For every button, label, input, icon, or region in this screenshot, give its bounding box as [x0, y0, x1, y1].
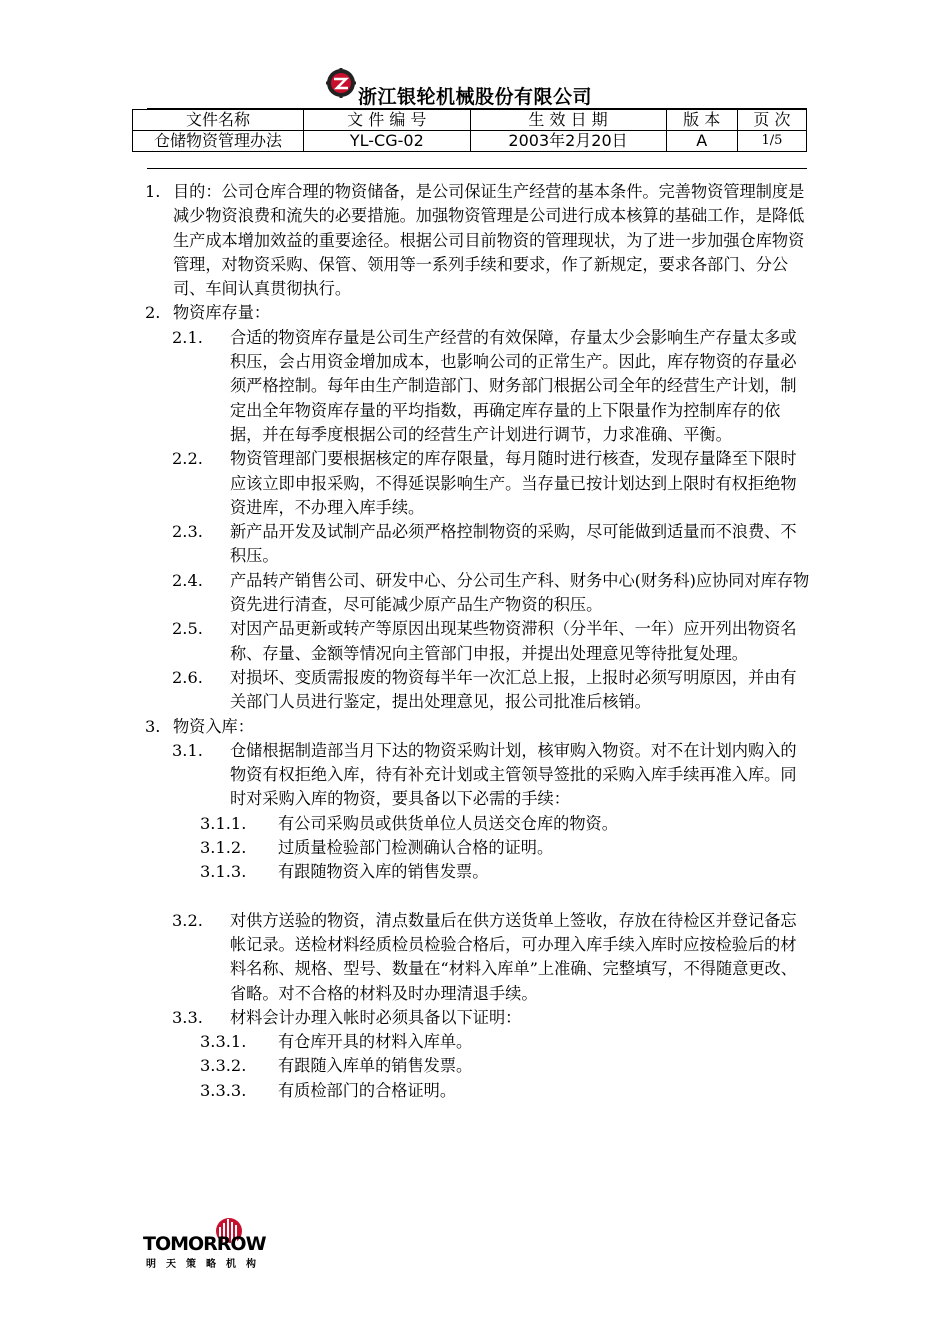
info-value-row: [133, 131, 807, 152]
info-header-row: [133, 110, 807, 131]
item-number: 3.1.1.: [200, 813, 247, 833]
clause-2-4: [0, 569, 810, 618]
section-text: 物资库存量：: [173, 303, 271, 323]
item-number: 3.1.3.: [200, 862, 247, 882]
company-name: 浙江银轮机械股份有限公司: [358, 86, 593, 108]
clause-number: 3.3.: [172, 1007, 203, 1027]
col-page: 页 次: [737, 110, 806, 131]
clause-number: 2.6.: [172, 667, 203, 687]
item-3-1-1: [0, 812, 810, 836]
clause-text: 仓储根据制造部当月下达的物资采购计划，核审购入物资。对不在计划内购入的物资有权拒绝入库，待有补充计划或主管领导签批的采购入库手续再准入库。同时对采购入库的物资，要具备以下必需的手续：: [230, 740, 797, 809]
item-text: 有仓库开具的材料入库单。: [278, 1032, 473, 1052]
item-text: 有跟随入库单的销售发票。: [278, 1056, 473, 1076]
section-number: 2.: [145, 303, 161, 323]
document-body: [0, 180, 950, 1103]
item-3-3-2: [0, 1054, 810, 1078]
header-rule-bottom: [147, 168, 807, 169]
clause-2-1: [0, 326, 810, 447]
section-3: [0, 715, 810, 739]
item-3-1-3: [0, 860, 810, 884]
item-3-3-3: [0, 1079, 810, 1103]
version-value: A: [666, 131, 737, 152]
item-text: 有公司采购员或供货单位人员送交仓库的物资。: [278, 813, 618, 833]
section-number: 1.: [145, 182, 161, 201]
col-doc-name: 文件名称: [133, 110, 304, 131]
clause-text: 合适的物资库存量是公司生产经营的有效保障，存量太少会影响生产存量太多或积压，会占用资金增加成本，也影响公司的正常生产。因此，库存物资的存量必须严格控制。每年由生产制造部门、财务部门根据公司全年的经营生产计划，制定出全年物资库存量的平均指数，再确定库存量的上下限量作为控制库存的依据，并在每季度根据公司的经营生产计划进行调节，力求准确、平衡。: [230, 327, 797, 444]
item-number: 3.3.2.: [200, 1056, 247, 1076]
brand-name: TOMORROW: [143, 1233, 266, 1255]
clause-2-2: [0, 447, 810, 520]
clause-number: 2.3.: [172, 522, 203, 542]
clause-3-1: [0, 739, 810, 812]
clause-text: 新产品开发及试制产品必须严格控制物资的采购，尽可能做到适量而不浪费、不积压。: [230, 522, 797, 566]
item-3-3-1: [0, 1030, 810, 1054]
section-number: 3.: [145, 716, 161, 736]
clause-text: 对损坏、变质需报废的物资每半年一次汇总上报，上报时必须写明原因，并由有关部门人员进行鉴定，提出处理意见，报公司批准后核销。: [230, 667, 797, 712]
clause-number: 2.4.: [172, 570, 203, 590]
col-version: 版 本: [666, 110, 737, 131]
clause-number: 2.1.: [172, 327, 203, 347]
clause-2-5: [0, 617, 810, 666]
doc-name-value: 仓储物资管理办法: [133, 131, 304, 152]
page-value: 1/5: [737, 131, 806, 152]
brand-subtitle: 明天策略机构: [146, 1259, 266, 1270]
tomorrow-logo: [143, 1215, 303, 1270]
item-text: 有质检部门的合格证明。: [278, 1080, 457, 1100]
clause-number: 2.5.: [172, 619, 203, 639]
clause-2-3: [0, 520, 810, 569]
clause-2-6: [0, 666, 810, 715]
spacer: [0, 885, 950, 909]
col-effective-date: 生 效 日 期: [470, 110, 666, 131]
item-number: 3.3.1.: [200, 1032, 247, 1052]
section-1: [0, 180, 810, 301]
clause-text: 对供方送验的物资，清点数量后在供方送货单上签收，存放在待检区并登记备忘帐记录。送检材料经质检员检验合格后，可办理入库手续入库时应按检验后的材料名称、规格、型号、数量在“材料入库单”上准确、完整填写，不得随意更改、省略。对不合格的材料及时办理清退手续。: [230, 910, 797, 1003]
clause-text: 对因产品更新或转产等原因出现某些物资滞积（分半年、一年）应开列出物资名称、存量、金额等情况向主管部门申报，并提出处理意见等待批复处理。: [230, 619, 797, 663]
section-2: [0, 301, 810, 325]
clause-3-3: [0, 1006, 810, 1030]
clause-3-2: [0, 909, 810, 1006]
item-text: 过质量检验部门检测确认合格的证明。: [278, 838, 554, 858]
clause-text: 材料会计办理入帐时必须具备以下证明：: [230, 1007, 522, 1027]
company-logo-icon: [326, 68, 356, 98]
clause-text: 产品转产销售公司、研发中心、分公司生产科、财务中心(财务科)应协同对库存物资先进行清查，尽可能减少原产品生产物资的积压。: [230, 570, 810, 615]
item-3-1-2: [0, 836, 810, 860]
clause-number: 2.2.: [172, 449, 203, 469]
document-info-table: [132, 109, 807, 152]
section-text: 目的：公司仓库合理的物资储备，是公司保证生产经营的基本条件。完善物资管理制度是减少物资浪费和流失的必要措施。加强物资管理是公司进行成本核算的基础工作，是降低生产成本增加效益的重要途径。根据公司目前物资的管理现状，为了进一步加强仓库物资管理，对物资采购、保管、领用等一系列手续和要求，作了新规定，要求各部门、分公司、车间认真贯彻执行。: [173, 182, 805, 299]
clause-number: 3.1.: [172, 740, 203, 760]
clause-number: 3.2.: [172, 910, 203, 930]
item-number: 3.3.3.: [200, 1080, 247, 1100]
doc-number-value: YL-CG-02: [304, 131, 471, 152]
clause-text: 物资管理部门要根据核定的库存限量，每月随时进行核查，发现存量降至下限时应该立即申报采购，不得延误影响生产。当存量已按计划达到上限时有权拒绝物资进库，不办理入库手续。: [230, 449, 797, 517]
col-doc-number: 文 件 编 号: [304, 110, 471, 131]
effective-date-value: 2003年2月20日: [470, 131, 666, 152]
item-number: 3.1.2.: [200, 838, 247, 858]
item-text: 有跟随物资入库的销售发票。: [278, 862, 489, 882]
section-text: 物资入库：: [173, 716, 254, 736]
